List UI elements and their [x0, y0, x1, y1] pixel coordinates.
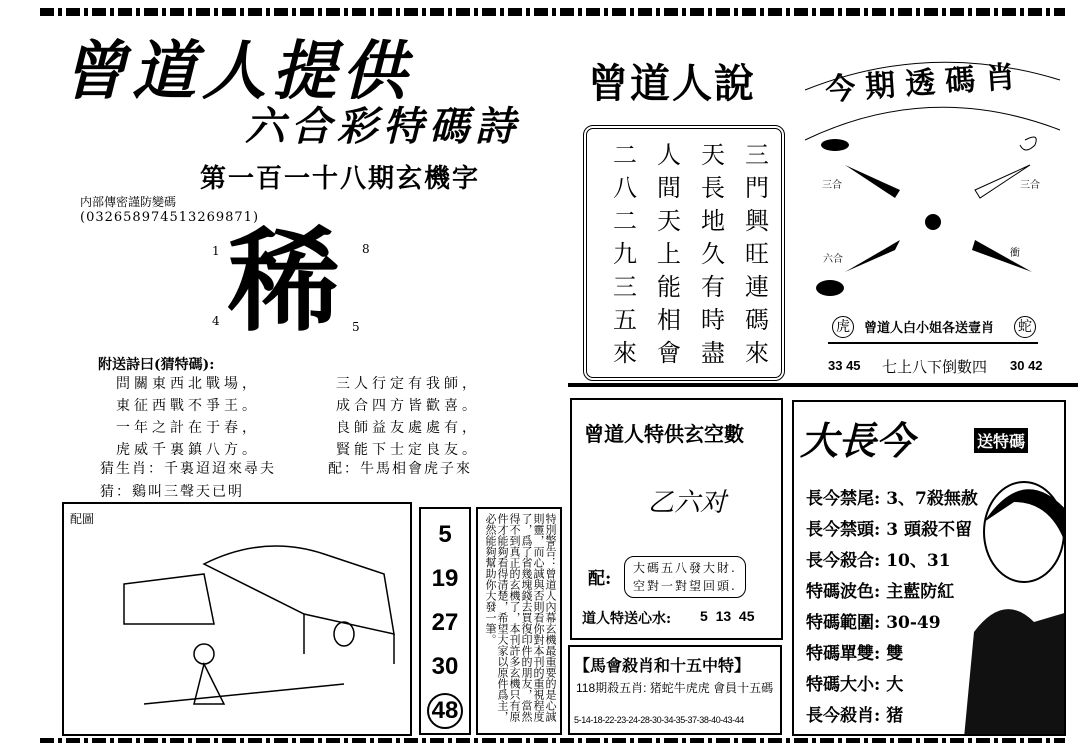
picture-box [62, 502, 412, 736]
says-char: 二 [613, 207, 637, 235]
jewel-title: 大長今 [800, 418, 915, 463]
says-char: 久 [701, 240, 725, 268]
match-line: 大碼五八發大財. [633, 561, 737, 575]
number: 19 [431, 565, 459, 592]
row-label: 長今殺肖: [806, 706, 881, 726]
says-char: 二 [613, 141, 637, 169]
jewel-row [806, 577, 978, 608]
snake-icon [1020, 137, 1036, 150]
says-char: 來 [613, 339, 637, 367]
jewel-row [806, 670, 978, 701]
says-char: 三 [745, 141, 769, 169]
row-value: 3 頭殺不留 [886, 520, 972, 540]
row-value: 大 [886, 675, 904, 695]
arrow-icon [845, 240, 900, 272]
says-char: 九 [613, 240, 637, 268]
says-grid-box [583, 125, 785, 381]
says-char: 地 [701, 207, 725, 235]
jewel-row [806, 639, 978, 670]
says-title: 曾道人說 [588, 61, 756, 107]
arrow-icon [845, 165, 900, 198]
says-char: 門 [745, 174, 769, 202]
courtyard-illustration [64, 504, 410, 734]
rooster-icon [925, 214, 941, 230]
says-char: 上 [657, 240, 681, 268]
says-char: 人 [657, 141, 681, 169]
kill-line: 118期殺五肖: 猪蛇牛虎虎 會員十五碼 [576, 681, 774, 695]
warning-text: 特別警告：曾道人內幕玄機最重要的是心誠則靈，而心誠與否則看你對本刊的重視程度了，爲了省幾塊錢去買復印件的朋友，當然得不到真正的玄機了，本刊許多玄機只有原件才能夠看得清楚，希望大家以原件爲主，必然能夠幫助你大發一筆。 [484, 513, 557, 722]
mystery-note: 内部傳密謹防變碼 [80, 195, 177, 209]
main-title: 曾道人提供 [62, 35, 412, 109]
horse-title: 【馬會殺肖和十五中特】 [574, 656, 751, 675]
number: 5 [438, 521, 452, 548]
harmony-label: 衝 [1010, 248, 1020, 259]
guess-line: 猜：鷄叫三聲天已明 [100, 484, 244, 500]
row-label: 特碼大小: [806, 675, 881, 695]
row-value: 10、31 [886, 551, 951, 571]
row-label: 長今禁尾: [806, 489, 881, 509]
corner-number: 5 [352, 320, 360, 334]
warning-box [476, 507, 562, 735]
poem-line: 賢能下士定良友。 [336, 442, 480, 458]
guess-zodiac: 猜生肖：千裏迢迢來尋夫 [100, 461, 276, 477]
ox-icon [821, 139, 849, 151]
says-char: 時 [701, 306, 725, 334]
says-char: 天 [701, 141, 725, 169]
jewel-row [806, 546, 978, 577]
heart-label: 道人特送心水: [582, 611, 672, 627]
corner-number: 8 [362, 242, 370, 256]
row-value: 主藍防紅 [886, 582, 955, 602]
row-value: 雙 [886, 644, 904, 664]
reveal-middle: 七上八下倒數四 [882, 358, 988, 376]
poem-line: 東征西戰不爭王。 [116, 398, 260, 414]
says-char: 八 [613, 174, 637, 202]
row-label: 特碼範圍: [806, 613, 881, 633]
match-line: 配：牛馬相會虎子來 [328, 461, 472, 477]
poem-line: 三人行定有我師， [336, 376, 480, 392]
xuan-match-bubble [624, 556, 746, 598]
corner-number: 4 [212, 314, 220, 328]
reveal-banner: 曾道人白小姐各送壹肖 [864, 321, 995, 336]
row-value: 猪 [886, 706, 904, 726]
reveal-left-numbers: 33 45 [828, 358, 861, 373]
mystery-heading: 第一百一十八期玄機字 [200, 164, 481, 194]
mystery-char: 稀 [228, 216, 340, 347]
says-grid [603, 141, 781, 368]
poem-line: 良師益友處處有， [336, 420, 480, 436]
xuan-box [570, 398, 783, 640]
harmony-label: 三合 [1020, 180, 1040, 191]
number: 27 [431, 609, 459, 636]
poem-left [116, 373, 260, 461]
xuan-glyph: 乙六对 [648, 488, 727, 518]
special-number: 48 [427, 693, 463, 729]
jewel-row [806, 515, 978, 546]
says-char: 會 [657, 339, 681, 367]
reveal-title: 今期透碼肖 [824, 59, 1027, 108]
heart-numbers: 5 13 45 [700, 608, 755, 624]
says-char: 來 [745, 339, 769, 367]
row-label: 長今殺合: [806, 551, 881, 571]
says-char: 盡 [701, 339, 725, 367]
says-char: 旺 [745, 240, 769, 268]
says-char: 能 [657, 273, 681, 301]
jewel-row [806, 484, 978, 515]
jewel-box [792, 400, 1066, 736]
xuan-match-label: 配: [588, 569, 612, 589]
snake-badge: 蛇 [1014, 316, 1036, 338]
jewel-tag: 送特碼 [974, 428, 1028, 453]
row-label: 特碼波色: [806, 582, 881, 602]
says-char: 有 [701, 273, 725, 301]
says-char: 碼 [745, 306, 769, 334]
jewel-row [806, 608, 978, 639]
xuan-title: 曾道人特供玄空數 [584, 422, 744, 446]
numbers-box [419, 507, 471, 735]
says-char: 連 [745, 273, 769, 301]
mystery-code: (032658974513269871) [80, 210, 260, 225]
number: 30 [431, 653, 459, 680]
says-char: 興 [745, 207, 769, 235]
arrow-icon [972, 240, 1032, 272]
horse-box [568, 645, 782, 735]
bottom-border [40, 738, 1065, 743]
says-char: 相 [657, 306, 681, 334]
section-divider [568, 383, 1078, 387]
row-label: 長今禁頭: [806, 520, 881, 540]
match-line: 空對一對望回頭. [633, 579, 737, 593]
corner-number: 1 [212, 244, 220, 258]
top-border [40, 8, 1065, 16]
says-char: 天 [657, 207, 681, 235]
harmony-label: 六合 [823, 254, 843, 265]
row-value: 3、7殺無赦 [886, 489, 978, 509]
reveal-right-numbers: 30 42 [1010, 358, 1043, 373]
row-label: 特碼單雙: [806, 644, 881, 664]
subtitle: 六合彩特碼詩 [245, 104, 521, 150]
harmony-label: 三合 [822, 180, 842, 191]
says-char: 長 [701, 174, 725, 202]
jewel-row [806, 701, 978, 732]
picture-label: 配圖 [70, 512, 95, 526]
code-line: 5-14-18-22-23-24-28-30-34-35-37-38-40-43-44 [574, 715, 744, 725]
poem-line: 問關東西北戰場， [116, 376, 260, 392]
arc-bottom [805, 107, 1060, 140]
tiger-icon [816, 280, 844, 296]
jewel-rows [806, 484, 978, 732]
poem-line: 成合四方皆歡喜。 [336, 398, 480, 414]
poem-line: 虎威千裏鎮八方。 [116, 442, 260, 458]
poem-line: 一年之計在于春， [116, 420, 260, 436]
says-char: 五 [613, 306, 637, 334]
tiger-badge: 虎 [832, 316, 854, 338]
says-char: 間 [657, 174, 681, 202]
poem-heading: 附送詩曰(猜特碼): [98, 357, 215, 373]
says-char: 三 [613, 273, 637, 301]
divider [828, 342, 1038, 344]
row-value: 30-49 [886, 613, 941, 633]
poem-right [336, 373, 480, 461]
